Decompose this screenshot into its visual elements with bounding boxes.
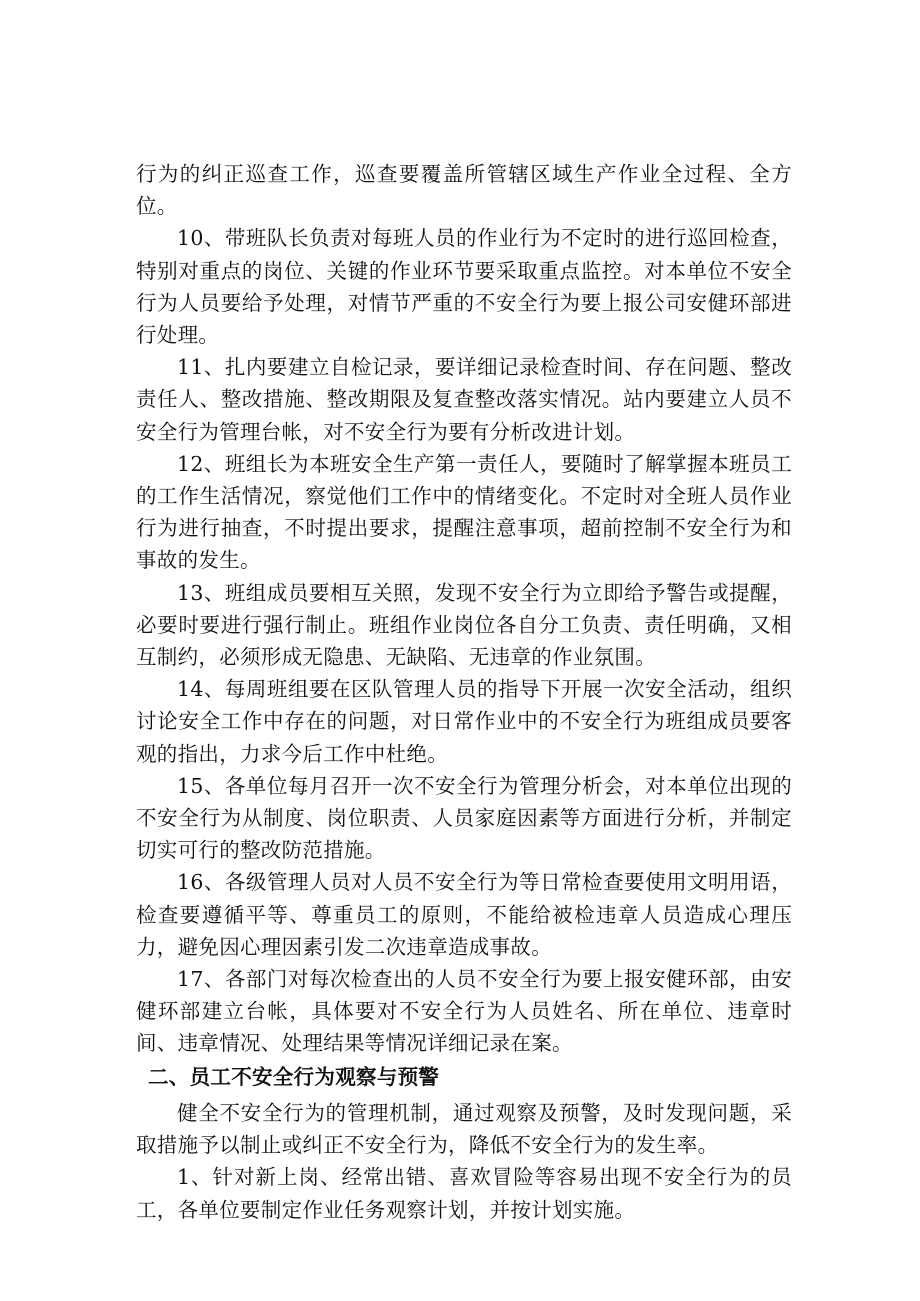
section-intro-paragraph: 健全不安全行为的管理机制，通过观察及预警，及时发现问题，采取措施予以制止或纠正不安全行为，降低不安全行为的发生率。: [136, 1100, 792, 1158]
paragraph-item-12: 12、班组长为本班安全生产第一责任人，要随时了解掌握本班员工的工作生活情况，察觉他们工作中的情绪变化。不定时对全班人员作业行为进行抽查，不时提出要求，提醒注意事项，超前控制不安全行为和事故的发生。: [136, 451, 792, 573]
paragraph-item-16: 16、各级管理人员对人员不安全行为等日常检查要使用文明用语，检查要遵循平等、尊重员工的原则，不能给被检违章人员造成心理压力，避免因心理因素引发二次违章造成事故。: [136, 870, 792, 959]
paragraph-item-14: 14、每周班组要在区队管理人员的指导下开展一次安全活动，组织讨论安全工作中存在的问题，对日常作业中的不安全行为班组成员要客观的指出，力求今后工作中杜绝。: [136, 677, 792, 766]
paragraph-item-15: 15、各单位每月召开一次不安全行为管理分析会，对本单位出现的不安全行为从制度、岗位职责、人员家庭因素等方面进行分析，并制定切实可行的整改防范措施。: [136, 773, 792, 863]
paragraph-item-11: 11、扎内要建立自检记录，要详细记录检查时间、存在问题、整改责任人、整改措施、整改期限及复查整改落实情况。站内要建立人员不安全行为管理台帐，对不安全行为要有分析改进计划。: [136, 355, 792, 444]
paragraph-item-10: 10、带班队长负责对每班人员的作业行为不定时的进行巡回检查，特别对重点的岗位、关键的作业环节要采取重点监控。对本单位不安全行为人员要给予处理，对情节严重的不安全行为要上报公司安健环部进行处理。: [136, 226, 792, 348]
paragraph-continuation: 行为的纠正巡查工作，巡查要覆盖所管辖区域生产作业全过程、全方位。: [136, 162, 792, 219]
paragraph-item-17: 17、各部门对每次检查出的人员不安全行为要上报安健环部，由安健环部建立台帐，具体要对不安全行为人员姓名、所在单位、违章时间、违章情况、处理结果等情况详细记录在案。: [136, 967, 792, 1056]
section-heading: 二、员工不安全行为观察与预警: [148, 1064, 440, 1089]
section-item-1: 1、针对新上岗、经常出错、喜欢冒险等容易出现不安全行为的员工，各单位要制定作业任务观察计划，并按计划实施。: [136, 1165, 792, 1222]
paragraph-item-13: 13、班组成员要相互关照，发现不安全行为立即给予警告或提醒，必要时要进行强行制止。班组作业岗位各自分工负责、责任明确，又相互制约，必须形成无隐患、无缺陷、无违章的作业氛围。: [136, 580, 792, 670]
document-body: [136, 158, 792, 1226]
